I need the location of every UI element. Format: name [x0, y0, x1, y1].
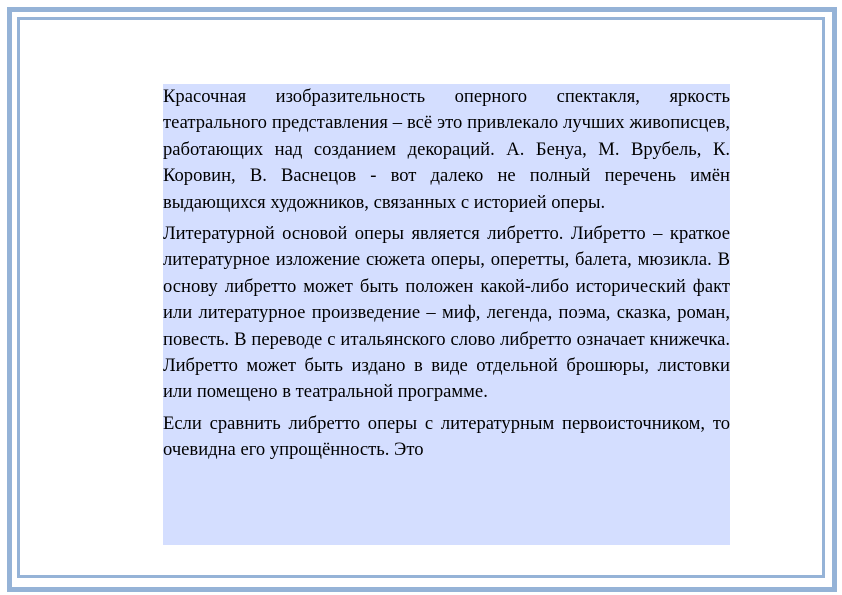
paragraph-libretto-text: Литературной основой оперы является либретто. Либретто – краткое литературное изложение сюжета оперы, оперетты, балета, мюзикла. В основу либретто может быть положен какой-либо исторический факт или литературное произведение – миф, легенда, поэма, сказка, роман, повесть. В переводе с итальянского слово либретто означает книжечка. Либретто может быть издано в виде отдельной брошюры, листовки или помещено в театральной программе.: [163, 223, 730, 403]
paragraph-decorations-text: Красочная изобразительность оперного спектакля, яркость театрального представления – всё это привлекало лучших живописцев, работающих над созданием декораций. А. Бенуа, М. Врубель, К. Коровин, В. Васнецов - вот далеко не полный перечень имён выдающихся художников, связанных с историей оперы.: [163, 86, 730, 213]
paragraph-comparison-text: Если сравнить либретто оперы с литературным первоисточником, то очевидна его упрощённость. Это: [163, 412, 730, 461]
paragraph-comparison: [163, 411, 730, 464]
paragraph-libretto: [163, 221, 730, 406]
paragraphs: [163, 84, 730, 464]
text-body: [163, 84, 730, 545]
paragraph-decorations: [163, 84, 730, 216]
